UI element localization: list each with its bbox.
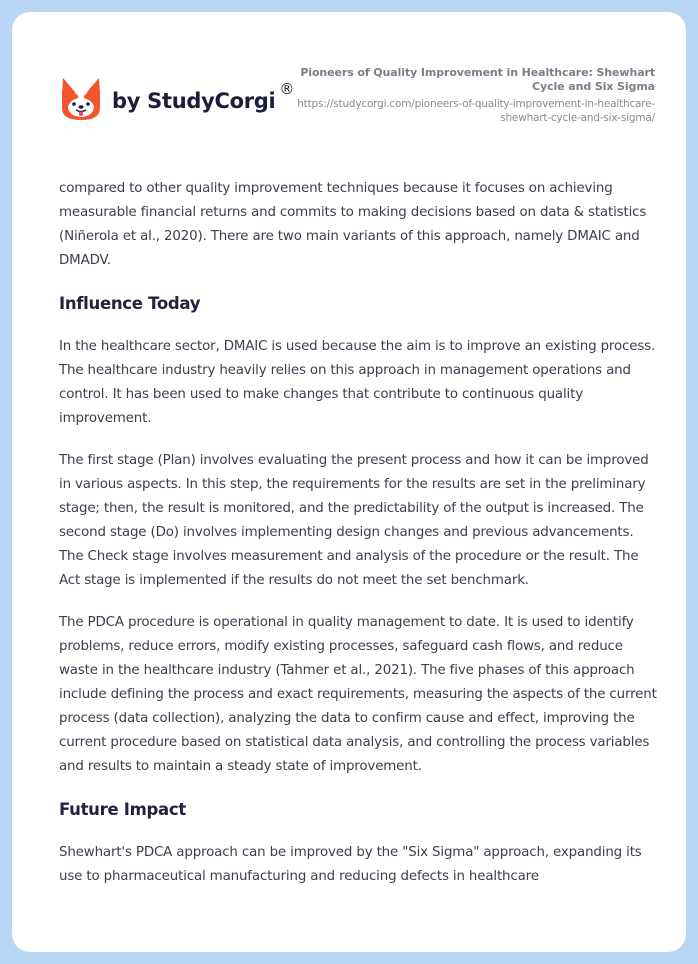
document-title: Pioneers of Quality Improvement in Healthcare: Shewhart Cycle and Six Sigma [300, 66, 655, 93]
studycorgi-logo[interactable] [60, 76, 294, 122]
article-body [59, 177, 659, 907]
document-card [12, 12, 686, 952]
document-url[interactable]: https://studycorgi.com/pioneers-of-quality-improvement-in-healthcare-shewhart-cycle-and-six-sigma/ [297, 98, 655, 124]
registered-mark: ® [279, 80, 295, 98]
document-header [12, 12, 686, 162]
paragraph: The first stage (Plan) involves evaluating the present process and how it can be improved in various aspects. In this step, the requirements for the results are set in the preliminary stage; then, the result is monitored, and the predictability of the output is increased. The second stage (Do) involves implementing design changes and previous advancements. The Check stage involves measurement and analysis of the procedure or the result. The Act stage is implemented if the results do not meet the set benchmark. [59, 453, 649, 588]
section-heading-future-impact: Future Impact [59, 800, 186, 819]
paragraph: In the healthcare sector, DMAIC is used because the aim is to improve an existing process. The healthcare industry heavily relies on this approach in management operations and control. It has been used to make changes that contribute to continuous quality improvement. [59, 339, 656, 426]
corgi-head-icon [60, 76, 102, 122]
paragraph: Shewhart's PDCA approach can be improved by the "Six Sigma" approach, expanding its use to pharmaceutical manufacturing and reducing defects in healthcare [59, 845, 642, 884]
intro-paragraph: compared to other quality improvement techniques because it focuses on achieving measurable financial returns and commits to making decisions based on data & statistics (Niñerola et al., 2020). There are two main variants of this approach, namely DMAIC and DMADV. [59, 181, 647, 268]
section-heading-influence-today: Influence Today [59, 294, 201, 313]
document-meta [295, 66, 655, 125]
paragraph: The PDCA procedure is operational in quality management to date. It is used to identify problems, reduce errors, modify existing processes, safeguard cash flows, and reduce waste in the healthcare industry (Tahmer et al., 2021). The five phases of this approach include defining the process and exact requirements, measuring the aspects of the current process (data collection), analyzing the data to confirm cause and effect, improving the current procedure based on statistical data analysis, and controlling the process variables and results to maintain a steady state of improvement. [59, 615, 657, 774]
logo-text: by StudyCorgi [112, 89, 276, 113]
